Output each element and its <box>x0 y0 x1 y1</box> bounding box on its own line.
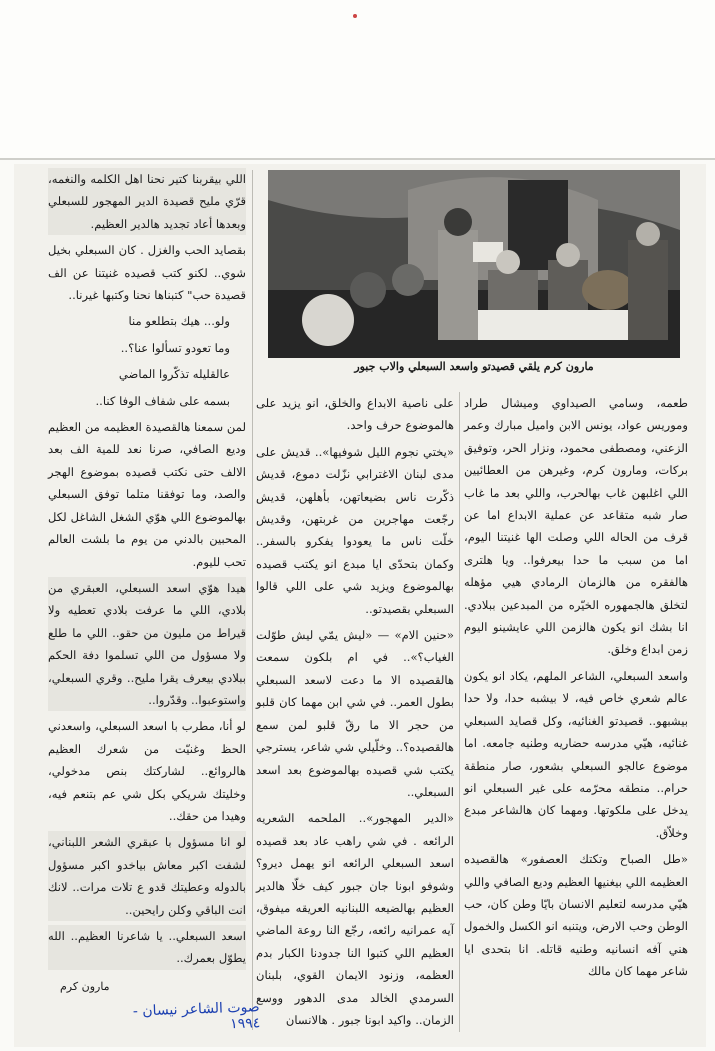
paragraph: اسعد السبعلي.. يا شاعرنا العظيم.. الله يطوّل بعمرك.. <box>48 925 246 970</box>
poem-line: ولو... هيك بتطلعو منا <box>128 314 230 329</box>
photo-illustration <box>268 170 680 358</box>
poem-line: عالقليله تذكّروا الماضي <box>118 367 230 382</box>
paragraph: «حنين الام» — «ليش يمّي ليش طوّلت الغياب؟».. في ام بلكون سمعت هالقصيده الا ما دعت لاسعد السبعلي بطول العمر.. في شي ابن مهما كان قلبو من حجر الا ما رقّ قلبو لمن سمع هالقصيده؟.. وخلّيلي شي شاعر، يسترجي يكتب شي قصيده بهالموضوع بعد اسعد السبعلي.. <box>256 628 454 799</box>
paragraph: بقصايد الحب والغزل . كان السبعلي بخيل شوي.. لكنو كتب قصيده غنيتنا عن الف قصيدة حب" كتبناها نحنا وكتبها غيرنا.. <box>48 243 246 303</box>
paragraph: هيدا هوّي اسعد السبعلي، العبقري من بلادي، اللي ما عرفت بلادي تعطيه ولا قيراط من مليون من حقو.. اللي ما طلع ولا مسؤول من اللي تسلموا دفة الحكم ببلادي بيعرف يقرا مليح.. وقري السبعلي، واستوعبوا.. وقدّروا.. <box>48 577 246 711</box>
paragraph: لو أنا، مطرب با اسعد السبعلي، واسعدني الحظ وغنيّت من شعرك العظيم هالروائع.. لشاركتك بنص مدخولي، وخليتك شريكي بكل شي عم بتنعم فيه، وهيدا من حقك.. <box>48 719 246 823</box>
paragraph: لو انا مسؤول با عبقري الشعر اللبناني، لشفت اكبر معاش بياخدو اكبر مسؤول بالدوله وعطيتك قدو ع تلات مرات.. لانك انت الباقي وكلن رايحين.. <box>48 831 246 921</box>
paragraph: «طل الصباح وتكتك العصفور» هالقصيده العظيمه اللي بيغنيها العظيم وديع الصافي واللي هيّي مدرسه لتعليم الانسان بايّا وطن كان، حب الوطن وحب الارض، ويتنبه انو الكسل والخمول هني آفه انسانيه وطنيه قاتله. انا بتحدى ايا شاعر مهما كان مالك <box>464 852 688 979</box>
handwritten-note: صوت الشاعر نيسان - ١٩٩٤ <box>132 999 261 1033</box>
poem-line: وما تعودو تسألوا عنا؟.. <box>120 340 230 355</box>
column-divider <box>252 170 253 1030</box>
paragraph: «الدير المهجور».. الملحمه الشعريه الرائعه . في شي راهب عاد بعد قصيده اسعد السبعلي الرائعه انو يهمل ديرو؟ وشوفو ابونا جان جبور كيف خلّا هالدير العظيم بهالضيعه اللبنانيه العريقه ميفوق، آيه عمرانيه رائعه، رجّع النا روعة الماضي العظيم اللي كتبوا النا جدودنا الكبار بدم العظمه، وزنود الايمان القوي، بلبنان السرمدي الخالد مدى الدهور ووسع الزمان.. واكيد ابونا جبور . هالانسان <box>256 811 454 1027</box>
paragraph: «يختي نجوم الليل شوفيها».. قديش على مدى لبنان الاغترابي نزّلت دموع، قديش ذكّرت ناس بضيعاتهن، بأهلهن، قديش رجّعت مهاجرين من غربتهن، وقديش خلّت ناس ما يعودوا يفكرو بالسفر.. وكمان بتحدّى ايا مبدع انو يكتب قصيده بهالموضوع ويزيد شي على اللي قالوا السبعلي بقصيدتو.. <box>256 444 454 616</box>
column-middle <box>256 392 454 1035</box>
scan-top-margin <box>0 0 715 160</box>
paragraph: اللي بيقربنا كتير نحنا اهل الكلمه والنغمه، قرّي مليح قصيدة الدير المهجور للسبعلي وبعدها أعاد تجديد هالدير العظيم. <box>48 168 246 235</box>
photo-caption: مارون كرم يلقي قصيدتو واسعد السبعلي والاب جبور <box>354 360 594 373</box>
paragraph: واسعد السبعلي، الشاعر الملهم، يكاد انو يكون عالم شعري خاص فيه، لا بيشبه حدا، ولا حدا بيشبهو.. قصيدتو الغنائيه، وكل قصايد السبعلي غنائيه، هيّي مدرسه حضاريه وطنيه جامعه. اما موضوع عالجو السبعلي بشعور، صار منطقة حرام.. منطقه محرّمه على غير السبعلي انو يدخل على ملكوتها. ومهما كان هالشاعر مبدع وخلاّق. <box>464 668 688 840</box>
author-signature: مارون كرم <box>60 980 110 993</box>
column-right <box>464 392 688 987</box>
paragraph: على ناصية الابداع والخلق، انو يزيد على هالموضوع حرف واحد. <box>256 396 454 433</box>
margin-ink-dot <box>353 14 357 18</box>
event-photo <box>268 170 680 358</box>
column-divider <box>459 392 460 1032</box>
clipping-edge <box>0 158 715 160</box>
paragraph: لمن سمعنا هالقصيدة العظيمه من العظيم وديع الصافي، صرنا نعد للمية الف بعد الالف حتى نكتب قصيده بموضوع الهجر والصد، وما توفقنا متلما توفق السبعلي بهالموضوع اللي هوّي الشغل الشاغل لكل المحبين بالدني من يوم ما بلشت العالم تحب لليوم. <box>48 420 246 569</box>
poem-line: بسمه على شفاف الوفا كنا.. <box>95 393 230 408</box>
column-left <box>48 168 246 974</box>
paragraph: طعمه، وسامي الصيداوي وميشال طراد وموريس عواد، يونس الابن واميل مبارك وعمر الزعني، ومصطفى محمود، ونزار الحر، وتوفيق بركات، ومارون كرم، وغيرهن من العطائيين اللي اغلبهن غاب بهالحرب، واللي بعد ما غاب صار شبه متقاعد عن عملية الابداع اما عن قرف من الحاله اللي وصلت الها غنيتنا اليوم، اما من سبب ما حدا بيعرفوا.. ويا هلترى هالفقره من هالزمان الرمادي هيي مؤهله لتخلق هالجمهوره الخيّره من المبدعين ببلادي. انا بشك انو يكون هالزمن اللي عايشينو اليوم زمن ابداع وخلق. <box>464 396 688 657</box>
